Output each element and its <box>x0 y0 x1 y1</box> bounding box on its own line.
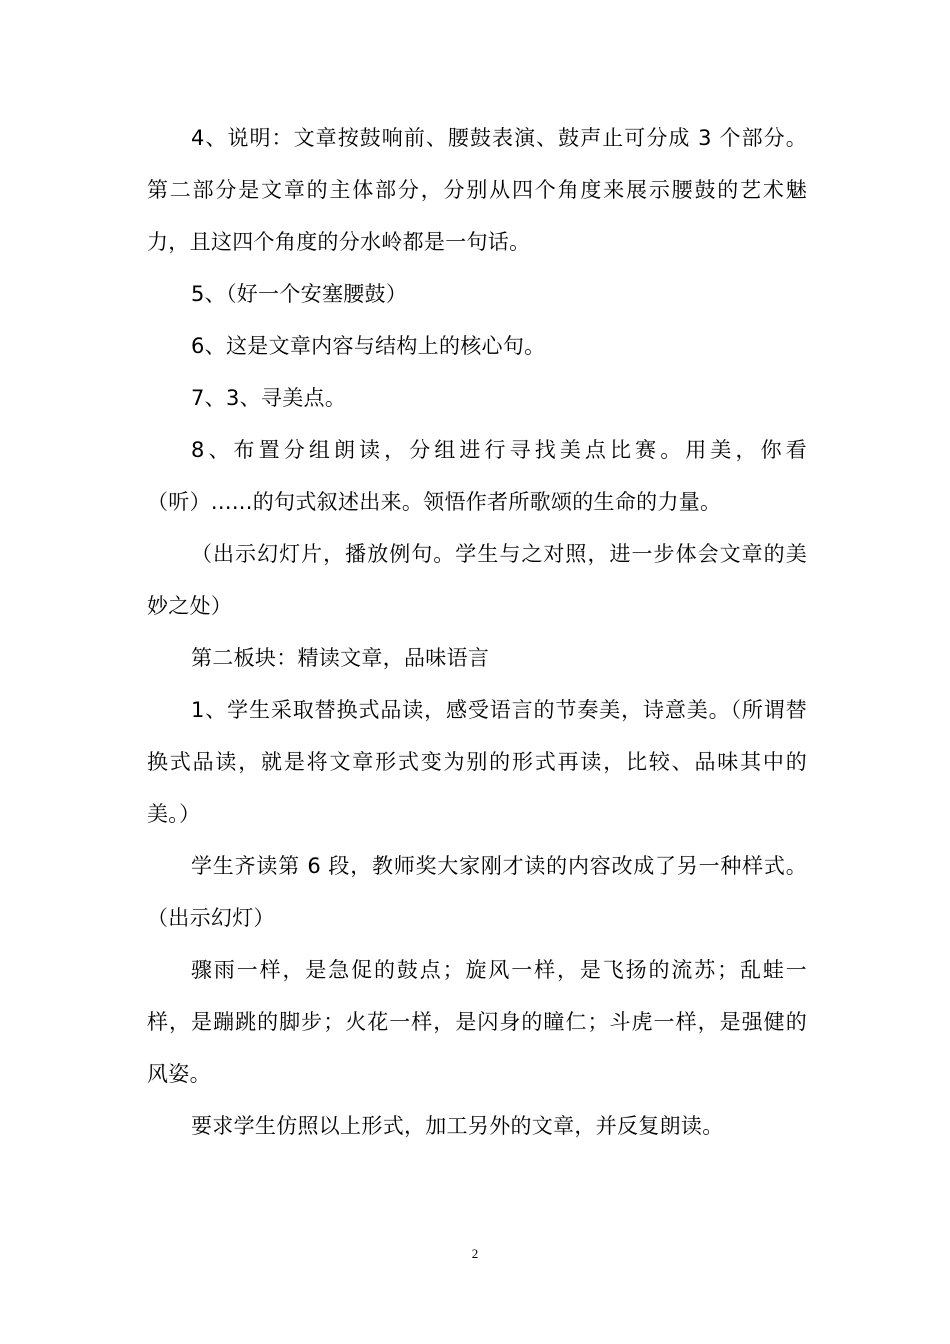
page-number: 2 <box>471 1246 479 1261</box>
paragraph-7: 1、学生采取替换式品读，感受语言的节奏美，诗意美。（所谓替换式品读，就是将文章形式变为别的形式再读，比较、品味其中的美。） <box>147 698 807 826</box>
paragraph-3: 6、这是文章内容与结构上的核心句。 <box>191 334 546 358</box>
paragraph-4: 7、3、寻美点。 <box>191 386 347 410</box>
paragraph-5: 8、布置分组朗读，分组进行寻找美点比赛。用美，你看（听）......的句式叙述出来。领悟作者所歌颂的生命的力量。 <box>147 438 807 514</box>
paragraph-1: 4、说明：文章按鼓响前、腰鼓表演、鼓声止可分成 3 个部分。第二部分是文章的主体部分，分别从四个角度来展示腰鼓的艺术魅力，且这四个角度的分水岭都是一句话。 <box>147 126 807 254</box>
paragraph-9: 骤雨一样，是急促的鼓点；旋风一样，是飞扬的流苏；乱蛙一样，是蹦跳的脚步；火花一样，是闪身的瞳仁；斗虎一样，是强健的风姿。 <box>147 958 807 1086</box>
paragraph-6: （出示幻灯片，播放例句。学生与之对照，进一步体会文章的美妙之处） <box>147 542 807 618</box>
paragraph-2: 5、（好一个安塞腰鼓） <box>191 282 408 306</box>
paragraph-8: 学生齐读第 6 段，教师奖大家刚才读的内容改成了另一种样式。（出示幻灯） <box>147 854 807 930</box>
document-body <box>147 112 807 1152</box>
section-heading: 第二板块：精读文章，品味语言 <box>191 646 490 670</box>
paragraph-10: 要求学生仿照以上形式，加工另外的文章，并反复朗读。 <box>191 1114 724 1138</box>
